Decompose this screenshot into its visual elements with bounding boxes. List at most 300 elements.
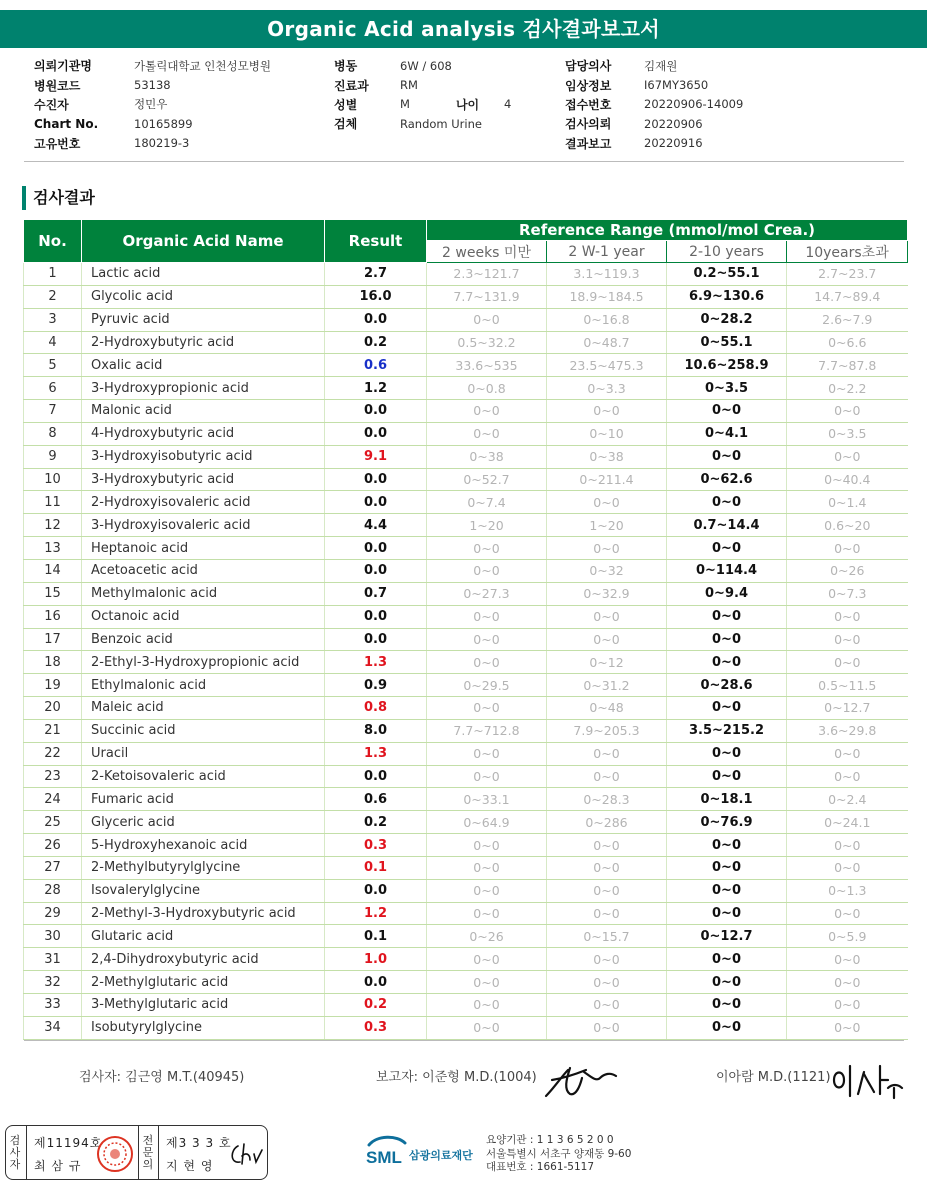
ref-range-2w-1y: 0~32: [547, 559, 667, 582]
result-value: 0.2: [325, 331, 427, 354]
ref-range-over-10y: 0~1.4: [787, 491, 908, 514]
acid-name: Isobutyrylglycine: [82, 1016, 325, 1039]
ref-range-under-2w: 0~0.8: [427, 377, 547, 400]
ref-range-under-2w: 0~0: [427, 742, 547, 765]
result-value: 0.0: [325, 468, 427, 491]
report-title: Organic Acid analysis 검사결과보고서: [0, 10, 927, 48]
ref-range-2-10y: 0~62.6: [667, 468, 787, 491]
table-row: [24, 765, 908, 788]
ref-range-2w-1y: 3.1~119.3: [547, 263, 667, 286]
table-row: [24, 263, 908, 286]
ref-range-2-10y: 0~0: [667, 491, 787, 514]
acid-name: Octanoic acid: [82, 605, 325, 628]
ref-range-under-2w: 0~0: [427, 697, 547, 720]
ref-range-2-10y: 0~0: [667, 902, 787, 925]
info-value: 김재원: [644, 58, 678, 73]
result-value: 1.0: [325, 948, 427, 971]
ref-range-2-10y: 0~4.1: [667, 422, 787, 445]
ref-range-under-2w: 0.5~32.2: [427, 331, 547, 354]
ref-range-over-10y: 0~26: [787, 559, 908, 582]
acid-name: 2-Methylbutyrylglycine: [82, 856, 325, 879]
ref-range-under-2w: 33.6~535: [427, 354, 547, 377]
ref-range-under-2w: 0~0: [427, 651, 547, 674]
table-row: [24, 400, 908, 423]
ref-range-2w-1y: 0~0: [547, 1016, 667, 1039]
ref-range-2w-1y: 0~28.3: [547, 788, 667, 811]
table-row: [24, 674, 908, 697]
ref-range-over-10y: 0~0: [787, 605, 908, 628]
ref-range-under-2w: 0~0: [427, 971, 547, 994]
ref-range-2-10y: 0.7~14.4: [667, 514, 787, 537]
ref-range-under-2w: 0~33.1: [427, 788, 547, 811]
table-row: [24, 948, 908, 971]
ref-range-over-10y: 0~0: [787, 400, 908, 423]
ref-range-over-10y: 2.7~23.7: [787, 263, 908, 286]
ref-range-2w-1y: 0~3.3: [547, 377, 667, 400]
ref-range-2-10y: 0~12.7: [667, 925, 787, 948]
table-row: [24, 1016, 908, 1039]
header-ref-2w-1y: 2 W-1 year: [547, 241, 667, 263]
ref-range-2w-1y: 0~48.7: [547, 331, 667, 354]
ref-range-2w-1y: 1~20: [547, 514, 667, 537]
ref-range-2-10y: 0~0: [667, 948, 787, 971]
info-label: 고유번호: [34, 136, 81, 151]
result-value: 0.0: [325, 559, 427, 582]
row-number: 8: [24, 422, 82, 445]
ref-range-2-10y: 0~0: [667, 400, 787, 423]
divider: [26, 1126, 27, 1179]
result-value: 0.2: [325, 994, 427, 1017]
ref-range-over-10y: 0~5.9: [787, 925, 908, 948]
ref-range-over-10y: 0~40.4: [787, 468, 908, 491]
ref-range-2w-1y: 0~31.2: [547, 674, 667, 697]
ref-range-2w-1y: 0~0: [547, 948, 667, 971]
ref-range-2w-1y: 23.5~475.3: [547, 354, 667, 377]
result-value: 0.0: [325, 308, 427, 331]
ref-range-under-2w: 0~0: [427, 948, 547, 971]
patient-info-right: [565, 56, 743, 153]
acid-name: 2-Hydroxybutyric acid: [82, 331, 325, 354]
acid-name: Heptanoic acid: [82, 537, 325, 560]
table-row: [24, 514, 908, 537]
result-value: 4.4: [325, 514, 427, 537]
result-value: 1.3: [325, 742, 427, 765]
ref-range-2w-1y: 0~0: [547, 856, 667, 879]
ref-range-over-10y: 0~0: [787, 971, 908, 994]
acid-name: Isovalerylglycine: [82, 879, 325, 902]
table-row: [24, 697, 908, 720]
acid-name: 3-Methylglutaric acid: [82, 994, 325, 1017]
ref-range-2-10y: 3.5~215.2: [667, 719, 787, 742]
ref-range-2w-1y: 0~0: [547, 902, 667, 925]
acid-name: Malonic acid: [82, 400, 325, 423]
ref-range-under-2w: 0~0: [427, 1016, 547, 1039]
info-value: 가톨릭대학교 인천성모병원: [134, 58, 271, 73]
info-label: 성별: [334, 97, 358, 112]
info-value: M: [400, 97, 410, 112]
ref-range-over-10y: 0~3.5: [787, 422, 908, 445]
result-value: 0.9: [325, 674, 427, 697]
lab-name: 삼광의료재단: [409, 1149, 473, 1162]
result-value: 0.8: [325, 697, 427, 720]
acid-name: 2-Hydroxyisovaleric acid: [82, 491, 325, 514]
ref-range-over-10y: 0~0: [787, 902, 908, 925]
ref-range-2-10y: 0~0: [667, 628, 787, 651]
table-row: [24, 308, 908, 331]
ref-range-2-10y: 0.2~55.1: [667, 263, 787, 286]
table-row: [24, 902, 908, 925]
header-no: No.: [24, 220, 82, 263]
row-number: 3: [24, 308, 82, 331]
lab-code: 요양기관 : 1 1 3 6 5 2 0 0: [486, 1134, 614, 1146]
result-value: 0.0: [325, 628, 427, 651]
header-ref-under-2w: 2 weeks 미만: [427, 241, 547, 263]
acid-name: Ethylmalonic acid: [82, 674, 325, 697]
ref-range-2w-1y: 0~0: [547, 879, 667, 902]
ref-range-2w-1y: 0~38: [547, 445, 667, 468]
divider: [138, 1126, 139, 1179]
info-label: 임상정보: [565, 78, 612, 93]
stamp-vertical-label: 전 문 의: [142, 1134, 154, 1171]
row-number: 23: [24, 765, 82, 788]
row-number: 30: [24, 925, 82, 948]
ref-range-over-10y: 0~0: [787, 628, 908, 651]
table-row: [24, 994, 908, 1017]
ref-range-over-10y: 0~0: [787, 856, 908, 879]
table-row: [24, 856, 908, 879]
header-result: Result: [325, 220, 427, 263]
ref-range-2w-1y: 0~0: [547, 765, 667, 788]
result-value: 16.0: [325, 285, 427, 308]
ref-range-2w-1y: 0~15.7: [547, 925, 667, 948]
sml-logo-icon: [365, 1133, 409, 1169]
acid-name: Fumaric acid: [82, 788, 325, 811]
handwritten-signature: [540, 1058, 620, 1102]
ref-range-2-10y: 0~0: [667, 605, 787, 628]
ref-range-2w-1y: 0~32.9: [547, 582, 667, 605]
row-number: 21: [24, 719, 82, 742]
info-label: Chart No.: [34, 116, 99, 131]
acid-name: Succinic acid: [82, 719, 325, 742]
ref-range-2-10y: 0~0: [667, 879, 787, 902]
result-value: 9.1: [325, 445, 427, 468]
ref-range-under-2w: 0~0: [427, 559, 547, 582]
table-row: [24, 331, 908, 354]
ref-range-under-2w: 0~7.4: [427, 491, 547, 514]
info-value: Random Urine: [400, 116, 482, 131]
ref-range-2-10y: 0~0: [667, 1016, 787, 1039]
result-value: 0.1: [325, 925, 427, 948]
row-number: 18: [24, 651, 82, 674]
ref-range-2w-1y: 0~0: [547, 400, 667, 423]
result-value: 0.0: [325, 879, 427, 902]
row-number: 1: [24, 263, 82, 286]
row-number: 4: [24, 331, 82, 354]
handwritten-signature: [828, 1058, 908, 1102]
ref-range-under-2w: 0~27.3: [427, 582, 547, 605]
ref-range-over-10y: 0~1.3: [787, 879, 908, 902]
result-value: 0.0: [325, 491, 427, 514]
table-row: [24, 422, 908, 445]
header-reference-range: Reference Range (mmol/mol Crea.): [427, 220, 908, 241]
patient-info-left: [34, 56, 271, 153]
row-number: 14: [24, 559, 82, 582]
official-seal-icon: [96, 1135, 134, 1173]
stamp-vertical-label: 검 사 자: [9, 1134, 21, 1171]
ref-range-2-10y: 0~114.4: [667, 559, 787, 582]
table-row: [24, 879, 908, 902]
info-value: 20220906: [644, 116, 703, 131]
ref-range-2-10y: 10.6~258.9: [667, 354, 787, 377]
result-value: 0.3: [325, 834, 427, 857]
ref-range-under-2w: 0~26: [427, 925, 547, 948]
row-number: 33: [24, 994, 82, 1017]
ref-range-under-2w: 0~0: [427, 605, 547, 628]
ref-range-2-10y: 0~0: [667, 742, 787, 765]
acid-name: 4-Hydroxybutyric acid: [82, 422, 325, 445]
patient-info-mid: [334, 56, 511, 134]
ref-range-under-2w: 7.7~712.8: [427, 719, 547, 742]
stamp-license-no: 제3 3 3 호: [166, 1136, 232, 1150]
row-number: 13: [24, 537, 82, 560]
ref-range-2w-1y: 0~12: [547, 651, 667, 674]
acid-name: 2-Ethyl-3-Hydroxypropionic acid: [82, 651, 325, 674]
info-label: 결과보고: [565, 136, 612, 151]
acid-name: Methylmalonic acid: [82, 582, 325, 605]
info-label: 담당의사: [565, 59, 612, 74]
row-number: 20: [24, 697, 82, 720]
acid-name: 3-Hydroxyisobutyric acid: [82, 445, 325, 468]
table-row: [24, 628, 908, 651]
row-number: 34: [24, 1016, 82, 1039]
acid-name: 2-Methyl-3-Hydroxybutyric acid: [82, 902, 325, 925]
reporter-signature: 보고자: 이준형 M.D.(1004): [376, 1070, 537, 1085]
results-body: [24, 263, 908, 1040]
row-number: 6: [24, 377, 82, 400]
ref-range-under-2w: 0~0: [427, 834, 547, 857]
ref-range-under-2w: 0~52.7: [427, 468, 547, 491]
info-label: 의뢰기관명: [34, 59, 92, 74]
result-value: 0.1: [325, 856, 427, 879]
result-value: 0.3: [325, 1016, 427, 1039]
table-row: [24, 788, 908, 811]
table-row: [24, 605, 908, 628]
acid-name: Benzoic acid: [82, 628, 325, 651]
ref-range-2-10y: 0~28.2: [667, 308, 787, 331]
info-value: RM: [400, 78, 418, 93]
ref-range-over-10y: 0~0: [787, 742, 908, 765]
ref-range-2-10y: 0~18.1: [667, 788, 787, 811]
table-row: [24, 742, 908, 765]
ref-range-2-10y: 0~0: [667, 834, 787, 857]
acid-name: Glycolic acid: [82, 285, 325, 308]
ref-range-2w-1y: 0~0: [547, 971, 667, 994]
result-value: 0.0: [325, 422, 427, 445]
table-row: [24, 925, 908, 948]
info-label: 진료과: [334, 78, 369, 93]
ref-range-2w-1y: 0~0: [547, 994, 667, 1017]
ref-range-2-10y: 0~3.5: [667, 377, 787, 400]
acid-name: 3-Hydroxyisovaleric acid: [82, 514, 325, 537]
ref-range-under-2w: 0~0: [427, 422, 547, 445]
ref-range-over-10y: 0~0: [787, 994, 908, 1017]
acid-name: Lactic acid: [82, 263, 325, 286]
logo-text: SML: [366, 1148, 402, 1167]
table-row: [24, 834, 908, 857]
row-number: 22: [24, 742, 82, 765]
divider: [24, 161, 904, 162]
table-row: [24, 491, 908, 514]
row-number: 9: [24, 445, 82, 468]
info-value: 20220916: [644, 136, 703, 151]
ref-range-under-2w: 0~0: [427, 400, 547, 423]
ref-range-over-10y: 0~0: [787, 651, 908, 674]
ref-range-under-2w: 0~38: [427, 445, 547, 468]
age-value: 4: [503, 97, 512, 112]
ref-range-2-10y: 0~0: [667, 445, 787, 468]
info-value: 10165899: [134, 116, 193, 131]
ref-range-2w-1y: 7.9~205.3: [547, 719, 667, 742]
ref-range-under-2w: 0~0: [427, 628, 547, 651]
info-value: 6W / 608: [400, 58, 452, 73]
row-number: 7: [24, 400, 82, 423]
ref-range-under-2w: 0~0: [427, 765, 547, 788]
info-label: 검사의뢰: [565, 117, 612, 132]
doctor-signature: 이아람 M.D.(1121): [716, 1070, 831, 1085]
ref-range-2w-1y: 18.9~184.5: [547, 285, 667, 308]
info-value: I67MY3650: [644, 78, 709, 93]
ref-range-over-10y: 0.5~11.5: [787, 674, 908, 697]
result-value: 8.0: [325, 719, 427, 742]
acid-name: 3-Hydroxypropionic acid: [82, 377, 325, 400]
info-label: 병원코드: [34, 78, 81, 93]
header-ref-2-10y: 2-10 years: [667, 241, 787, 263]
info-value: 180219-3: [134, 136, 190, 151]
ref-range-over-10y: 0~0: [787, 948, 908, 971]
ref-range-2w-1y: 0~0: [547, 605, 667, 628]
result-value: 0.2: [325, 811, 427, 834]
info-label: 검체: [334, 117, 358, 132]
ref-range-2w-1y: 0~0: [547, 742, 667, 765]
header-name: Organic Acid Name: [82, 220, 325, 263]
info-label: 병동: [334, 59, 358, 74]
approval-stamp-box: [5, 1125, 268, 1180]
result-value: 0.0: [325, 765, 427, 788]
ref-range-over-10y: 0~0: [787, 445, 908, 468]
row-number: 25: [24, 811, 82, 834]
age-label: 나이: [455, 97, 480, 112]
handwritten-signature: [228, 1140, 264, 1168]
ref-range-2w-1y: 0~16.8: [547, 308, 667, 331]
acid-name: Glyceric acid: [82, 811, 325, 834]
stamp-license-no: 제11194호: [34, 1136, 103, 1150]
stamp-name: 지 현 영: [166, 1159, 214, 1173]
ref-range-2w-1y: 0~0: [547, 628, 667, 651]
row-number: 31: [24, 948, 82, 971]
ref-range-2w-1y: 0~211.4: [547, 468, 667, 491]
ref-range-2-10y: 0~0: [667, 537, 787, 560]
ref-range-2w-1y: 0~0: [547, 537, 667, 560]
row-number: 26: [24, 834, 82, 857]
ref-range-2-10y: 0~28.6: [667, 674, 787, 697]
acid-name: Maleic acid: [82, 697, 325, 720]
ref-range-2-10y: 0~9.4: [667, 582, 787, 605]
acid-name: Acetoacetic acid: [82, 559, 325, 582]
divider: [158, 1126, 159, 1179]
ref-range-under-2w: 0~29.5: [427, 674, 547, 697]
result-value: 0.0: [325, 537, 427, 560]
row-number: 2: [24, 285, 82, 308]
tester-signature: 검사자: 김근영 M.T.(40945): [79, 1070, 245, 1085]
ref-range-2-10y: 0~55.1: [667, 331, 787, 354]
acid-name: Uracil: [82, 742, 325, 765]
ref-range-2w-1y: 0~0: [547, 834, 667, 857]
table-row: [24, 559, 908, 582]
acid-name: Pyruvic acid: [82, 308, 325, 331]
table-row: [24, 537, 908, 560]
ref-range-2w-1y: 0~286: [547, 811, 667, 834]
ref-range-under-2w: 2.3~121.7: [427, 263, 547, 286]
row-number: 27: [24, 856, 82, 879]
ref-range-under-2w: 0~0: [427, 856, 547, 879]
ref-range-2-10y: 0~0: [667, 651, 787, 674]
ref-range-2-10y: 0~0: [667, 697, 787, 720]
lab-address: 서울특별시 서초구 양재동 9-60: [486, 1147, 632, 1160]
row-number: 28: [24, 879, 82, 902]
info-value: 20220906-14009: [644, 97, 744, 112]
ref-range-2w-1y: 0~10: [547, 422, 667, 445]
ref-range-over-10y: 0~0: [787, 1016, 908, 1039]
row-number: 19: [24, 674, 82, 697]
result-value: 0.0: [325, 400, 427, 423]
ref-range-over-10y: 0~12.7: [787, 697, 908, 720]
table-row: [24, 811, 908, 834]
result-value: 0.6: [325, 354, 427, 377]
ref-range-over-10y: 0~2.4: [787, 788, 908, 811]
ref-range-2w-1y: 0~48: [547, 697, 667, 720]
table-row: [24, 468, 908, 491]
result-value: 1.2: [325, 377, 427, 400]
acid-name: 2,4-Dihydroxybutyric acid: [82, 948, 325, 971]
ref-range-over-10y: 0~7.3: [787, 582, 908, 605]
acid-name: 5-Hydroxyhexanoic acid: [82, 834, 325, 857]
row-number: 16: [24, 605, 82, 628]
ref-range-over-10y: 3.6~29.8: [787, 719, 908, 742]
acid-name: Glutaric acid: [82, 925, 325, 948]
ref-range-over-10y: 2.6~7.9: [787, 308, 908, 331]
table-row: [24, 377, 908, 400]
info-label: 수진자: [34, 97, 69, 112]
ref-range-over-10y: 0~24.1: [787, 811, 908, 834]
ref-range-under-2w: 1~20: [427, 514, 547, 537]
row-number: 24: [24, 788, 82, 811]
acid-name: 2-Methylglutaric acid: [82, 971, 325, 994]
info-value: 53138: [134, 78, 171, 93]
ref-range-under-2w: 7.7~131.9: [427, 285, 547, 308]
ref-range-over-10y: 0.6~20: [787, 514, 908, 537]
ref-range-over-10y: 0~2.2: [787, 377, 908, 400]
header-ref-over-10y: 10years초과: [787, 241, 908, 263]
ref-range-over-10y: 0~0: [787, 834, 908, 857]
result-value: 1.3: [325, 651, 427, 674]
row-number: 5: [24, 354, 82, 377]
table-row: [24, 354, 908, 377]
ref-range-over-10y: 0~0: [787, 537, 908, 560]
ref-range-under-2w: 0~0: [427, 537, 547, 560]
row-number: 29: [24, 902, 82, 925]
ref-range-over-10y: 7.7~87.8: [787, 354, 908, 377]
row-number: 15: [24, 582, 82, 605]
